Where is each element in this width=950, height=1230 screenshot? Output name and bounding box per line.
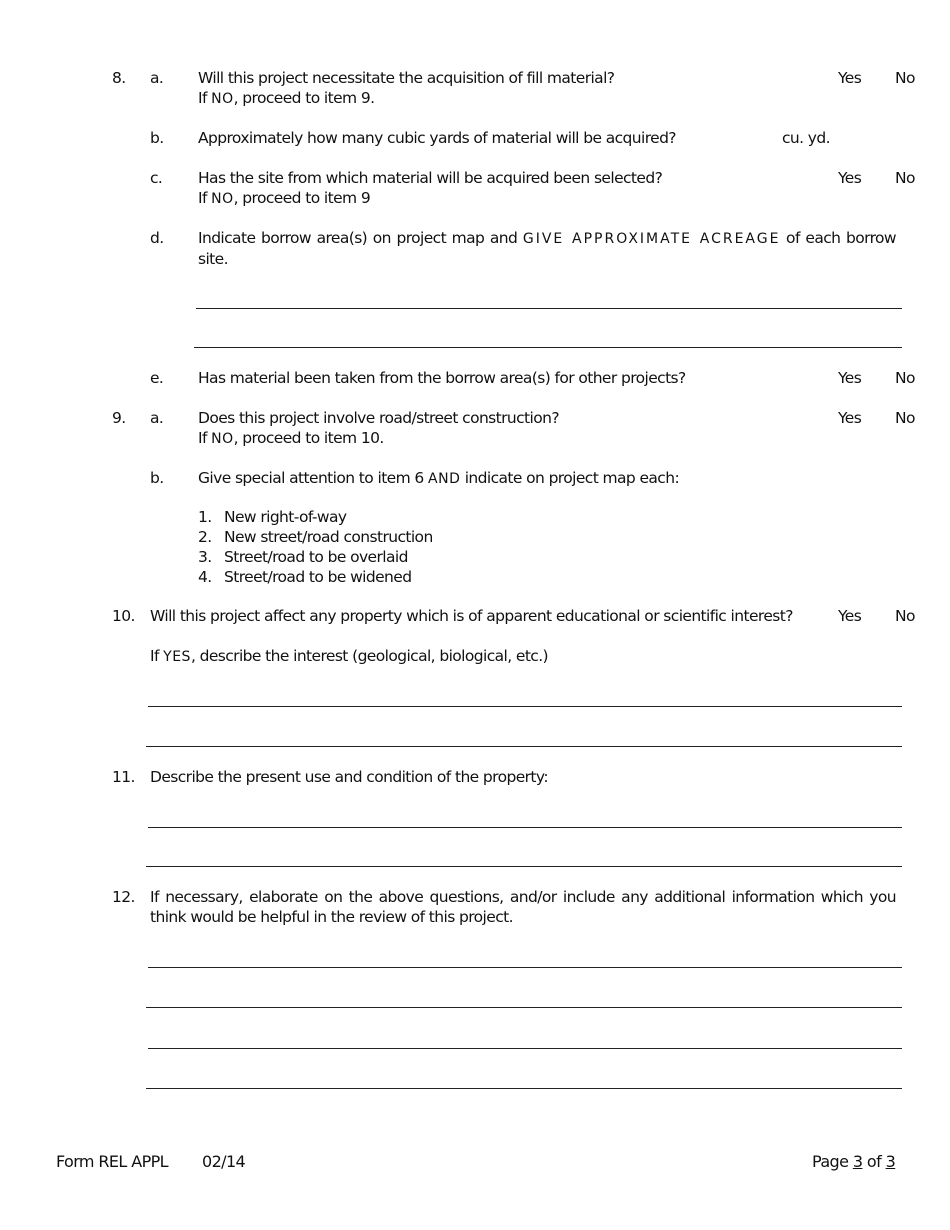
q10-number: 10. bbox=[112, 607, 135, 625]
q10-question: Will this project affect any property which is of apparent educational or scientific interest? bbox=[150, 607, 793, 625]
q10-answer-line-2[interactable] bbox=[146, 746, 902, 747]
q12-answer-line-2[interactable] bbox=[146, 1007, 902, 1008]
q9b-letter: b. bbox=[150, 469, 164, 487]
q10-no-option[interactable]: No bbox=[895, 607, 915, 625]
q9-number: 9. bbox=[112, 409, 126, 427]
q11-answer-line-1[interactable] bbox=[148, 827, 902, 828]
q8c-question: Has the site from which material will be acquired been selected? bbox=[198, 169, 663, 187]
footer-form-id: Form REL APPL bbox=[56, 1152, 168, 1171]
q8e-question: Has material been taken from the borrow area(s) for other projects? bbox=[198, 369, 686, 387]
q11-number: 11. bbox=[112, 768, 135, 786]
q12-answer-line-3[interactable] bbox=[148, 1048, 902, 1049]
q8c-note: If NO, proceed to item 9 bbox=[198, 189, 371, 207]
q9b-question: Give special attention to item 6 AND indicate on project map each: bbox=[198, 469, 680, 487]
q12-question: If necessary, elaborate on the above questions, and/or include any additional information which you think would be helpful in the review of this project. bbox=[150, 888, 896, 926]
q9b-list-number: 4. bbox=[198, 568, 212, 586]
q10-yes-option[interactable]: Yes bbox=[838, 607, 862, 625]
q9b-list-item: New right-of-way bbox=[224, 508, 347, 526]
q9a-question: Does this project involve road/street construction? bbox=[198, 409, 559, 427]
q8e-letter: e. bbox=[150, 369, 164, 387]
q11-answer-line-2[interactable] bbox=[146, 866, 902, 867]
q8c-yes-option[interactable]: Yes bbox=[838, 169, 862, 187]
q10-answer-line-1[interactable] bbox=[148, 706, 902, 707]
q8d-question: Indicate borrow area(s) on project map and GIVE APPROXIMATE ACREAGE of each borrow site. bbox=[198, 229, 897, 268]
q8-number: 8. bbox=[112, 69, 126, 87]
q9a-yes-option[interactable]: Yes bbox=[838, 409, 862, 427]
q9b-list-item: New street/road construction bbox=[224, 528, 433, 546]
q12-answer-line-4[interactable] bbox=[146, 1088, 902, 1089]
q8d-letter: d. bbox=[150, 229, 164, 247]
q8b-question: Approximately how many cubic yards of material will be acquired? bbox=[198, 129, 676, 147]
q9a-no-option[interactable]: No bbox=[895, 409, 915, 427]
q8a-yes-option[interactable]: Yes bbox=[838, 69, 862, 87]
q9b-list-item: Street/road to be widened bbox=[224, 568, 412, 586]
q9a-note: If NO, proceed to item 10. bbox=[198, 429, 384, 447]
q8e-no-option[interactable]: No bbox=[895, 369, 915, 387]
q12-number: 12. bbox=[112, 888, 135, 906]
q8c-letter: c. bbox=[150, 169, 163, 187]
footer-page-number: Page 3 of 3 bbox=[812, 1152, 896, 1171]
q8a-letter: a. bbox=[150, 69, 164, 87]
q8a-question: Will this project necessitate the acquisition of fill material? bbox=[198, 69, 615, 87]
q10-note: If YES, describe the interest (geological, biological, etc.) bbox=[150, 647, 548, 665]
q8a-no-option[interactable]: No bbox=[895, 69, 915, 87]
q8e-yes-option[interactable]: Yes bbox=[838, 369, 862, 387]
footer-form-date: 02/14 bbox=[202, 1152, 246, 1171]
q8d-answer-line-1[interactable] bbox=[196, 308, 902, 309]
q8b-letter: b. bbox=[150, 129, 164, 147]
q11-question: Describe the present use and condition of the property: bbox=[150, 768, 548, 786]
q9b-list-number: 1. bbox=[198, 508, 212, 526]
q8c-no-option[interactable]: No bbox=[895, 169, 915, 187]
q8b-unit: cu. yd. bbox=[782, 129, 830, 147]
q8a-note: If NO, proceed to item 9. bbox=[198, 89, 375, 107]
q8d-answer-line-2[interactable] bbox=[194, 347, 902, 348]
q12-answer-line-1[interactable] bbox=[148, 967, 902, 968]
q9b-list-number: 2. bbox=[198, 528, 212, 546]
q9b-list-number: 3. bbox=[198, 548, 212, 566]
q9b-list-item: Street/road to be overlaid bbox=[224, 548, 408, 566]
q9a-letter: a. bbox=[150, 409, 164, 427]
